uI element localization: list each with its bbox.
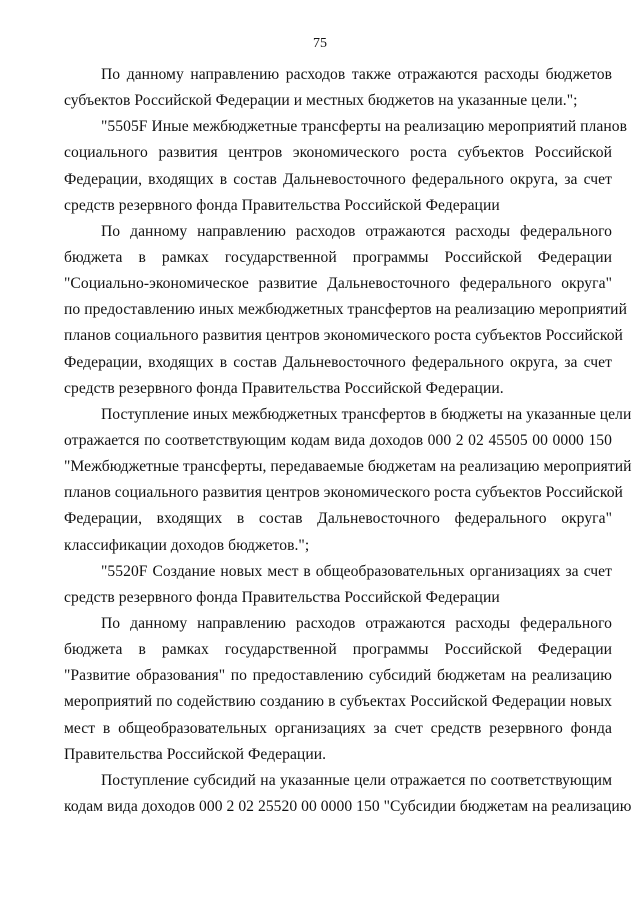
- text-line: бюджета в рамках государственной программы Российской Федерации: [64, 641, 612, 659]
- text-line: средств резервного фонда Правительства Российской Федерации: [64, 588, 500, 606]
- text-line: Поступление субсидий на указанные цели отражается по соответствующим: [101, 771, 612, 789]
- text-line: Поступление иных межбюджетных трансфертов в бюджеты на указанные цели: [101, 405, 632, 423]
- text-line: классификации доходов бюджетов.";: [64, 536, 310, 554]
- text-line: "5505F Иные межбюджетные трансферты на реализацию мероприятий планов: [101, 118, 628, 136]
- paragraph-p4: [64, 402, 632, 559]
- text-line: планов социального развития центров экономического роста субъектов Российской: [64, 327, 623, 345]
- paragraph-p7: [64, 768, 632, 820]
- text-line: субъектов Российской Федерации и местных бюджетов на указанные цели.";: [64, 92, 578, 110]
- paragraph-p1: [64, 62, 612, 114]
- text-line: средств резервного фонда Правительства Российской Федерации.: [64, 379, 504, 397]
- text-line: Федерации, входящих в состав Дальневосточного федерального округа": [64, 510, 612, 528]
- paragraph-p5: [64, 559, 612, 611]
- text-line: По данному направлению расходов также отражаются расходы бюджетов: [101, 66, 612, 83]
- text-line: отражается по соответствующим кодам вида доходов 000 2 02 45505 00 0000 150: [64, 431, 612, 449]
- paragraph-p2: [64, 114, 628, 219]
- text-line: "Межбюджетные трансферты, передаваемые бюджетам на реализацию мероприятий: [64, 458, 632, 476]
- text-line: кодам вида доходов 000 2 02 25520 00 0000 150 "Субсидии бюджетам на реализацию: [64, 797, 632, 815]
- text-line: средств резервного фонда Правительства Российской Федерации: [64, 196, 500, 214]
- text-line: Правительства Российской Федерации.: [64, 745, 327, 763]
- text-line: по предоставлению иных межбюджетных трансфертов на реализацию мероприятий: [64, 301, 627, 319]
- text-line: бюджета в рамках государственной программы Российской Федерации: [64, 248, 612, 266]
- text-line: планов социального развития центров экономического роста субъектов Российской: [64, 484, 623, 502]
- text-line: Федерации, входящих в состав Дальневосточного федерального округа, за счет: [64, 353, 612, 371]
- text-line: "5520F Создание новых мест в общеобразовательных организациях за счет: [101, 562, 612, 580]
- text-line: социального развития центров экономического роста субъектов Российской: [64, 144, 612, 162]
- text-line: Федерации, входящих в состав Дальневосточного федерального округа, за счет: [64, 170, 612, 188]
- text-line: мест в общеобразовательных организациях за счет средств резервного фонда: [64, 719, 612, 737]
- text-line: мероприятий по содействию созданию в субъектах Российской Федерации новых: [64, 693, 612, 711]
- text-line: По данному направлению расходов отражаются расходы федерального: [101, 614, 612, 632]
- text-line: "Социально-экономическое развитие Дальневосточного федерального округа": [64, 275, 612, 293]
- paragraph-p3: [64, 219, 627, 402]
- page-number: 75: [313, 36, 327, 51]
- document-body: [64, 62, 632, 820]
- text-line: По данному направлению расходов отражаются расходы федерального: [101, 222, 612, 240]
- text-line: "Развитие образования" по предоставлению субсидий бюджетам на реализацию: [64, 667, 612, 685]
- paragraph-p6: [64, 611, 612, 768]
